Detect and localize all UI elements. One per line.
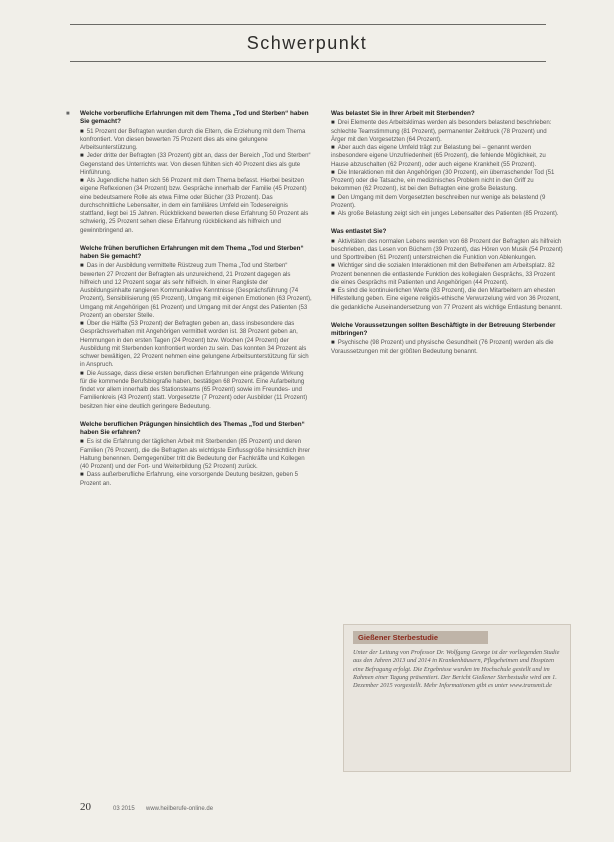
- bullet-paragraph: [331, 119, 563, 144]
- article-section: [331, 110, 563, 218]
- header-rule-bottom: [70, 61, 546, 62]
- bullet-paragraph: [80, 438, 312, 471]
- bullet-paragraph: [80, 128, 312, 153]
- paragraph-text: 51 Prozent der Befragten wurden durch die Eltern, die Erziehung mit dem Thema konfrontiert. Von diesen bewerten 75 Prozent dies als eine gelungene Arbeitsunterstützung.: [80, 127, 306, 151]
- bullet-icon: ■: [80, 177, 84, 184]
- paragraph-text: Als große Belastung zeigt sich ein junges Lebensalter des Patienten (85 Prozent).: [337, 210, 559, 217]
- section-question: Welche Voraussetzungen sollten Beschäftigte in der Betreuung Sterbender mitbringen?: [331, 321, 556, 337]
- question-marker-icon: ■: [66, 111, 70, 117]
- bullet-paragraph: [80, 262, 312, 320]
- bullet-paragraph: [80, 152, 312, 177]
- right-column: [331, 110, 563, 366]
- paragraph-text: Aber auch das eigene Umfeld trägt zur Belastung bei – genannt werden insbesondere eigene Unzufriedenheit (65 Prozent), die fehlende Möglichkeit, zu Hause abzuschalten (62 Prozent), oder auch eigene Krankheit (55 Prozent).: [331, 144, 546, 168]
- bullet-paragraph: [80, 370, 312, 411]
- bullet-icon: ■: [80, 438, 84, 446]
- paragraph-text: Jeder dritte der Befragten (33 Prozent) gibt an, dass der Bereich „Tod und Sterben“ Gegenstand des Unterrichts war. Von diesen fühlten sich 40 Prozent dies als gute Hinführung.: [80, 152, 311, 176]
- left-column: [80, 110, 312, 498]
- bullet-icon: ■: [80, 262, 84, 270]
- article-section: [80, 110, 312, 235]
- section-title: Schwerpunkt: [246, 33, 368, 53]
- paragraph-text: Über die Hälfte (53 Prozent) der Befragten geben an, dass insbesondere das Gesprächsverhalten mit Angehörigen vermittelt worden ist. 38 Prozent geben an, Hemmungen in den ersten Tagen (24 Prozent) bzw. Wochen (24 Prozent) der Ausbildung mit Sterbenden konfrontiert worden zu sein. Das konnten 34 Prozent als schwer bewältigen, 22 Prozent nehmen eine gelungene Arbeitsunterstützung für sich in Anspruch.: [80, 320, 309, 369]
- section-question: Welche beruflichen Prägungen hinsichtlich des Themas „Tod und Sterben“ haben Sie erfahren?: [80, 420, 305, 436]
- paragraph-text: Es sind die kontinuierlichen Werte (83 Prozent), die den Mitarbeitern am ehesten Hilfestellung geben. Eine eigene religiös-ethische Verwurzelung wird von 36 Prozent, die gedankliche Auseinandersetzung von 77 Prozent als wichtige Entlastung benannt.: [331, 287, 563, 311]
- bullet-icon: ■: [331, 262, 335, 270]
- article-section: [331, 322, 563, 356]
- section-question: Was belastet Sie in Ihrer Arbeit mit Sterbenden?: [331, 110, 475, 117]
- bullet-icon: ■: [80, 471, 84, 479]
- page-number: 20: [80, 801, 91, 813]
- header-rule-top: [70, 24, 546, 25]
- bullet-icon: ■: [331, 210, 335, 217]
- bullet-icon: ■: [80, 127, 84, 135]
- bullet-paragraph: [80, 471, 312, 488]
- bullet-icon: ■: [331, 193, 335, 201]
- bullet-icon: ■: [80, 320, 84, 327]
- paragraph-text: Aktivitäten des normalen Lebens werden von 68 Prozent der Befragten als hilfreich beschrieben, das Lesen von Büchern (39 Prozent), das Hören von Musik (54 Prozent) und Sporttreiben (61 Prozent) unterstreichen die Funktion von Ablenkungen.: [331, 237, 563, 261]
- paragraph-text: Den Umgang mit dem Vorgesetzten beschreiben nur wenige als belastend (9 Prozent).: [331, 193, 546, 209]
- bullet-icon: ■: [80, 369, 84, 377]
- section-question: Was entlastet Sie?: [331, 228, 387, 236]
- bullet-paragraph: [331, 287, 563, 312]
- bullet-paragraph: [331, 238, 563, 263]
- bullet-icon: ■: [331, 119, 335, 127]
- issue-label: 03 2015: [113, 806, 135, 812]
- bullet-paragraph: [331, 339, 563, 356]
- bullet-paragraph: [331, 262, 563, 287]
- bullet-paragraph: [331, 194, 563, 211]
- bullet-paragraph: [80, 177, 312, 235]
- paragraph-text: Als Jugendliche hatten sich 56 Prozent mit dem Thema befasst. Hierbei besitzen eigene Reflexionen (34 Prozent) bzw. Gespräche innerhalb der Familie (45 Prozent) eine bedeutsamere Rolle als etwa Filme oder Bücher (33 Prozent). Das durchschnittliche Lebensalter, in dem ein familiäres Umfeld ein Todesereignis stattfand, liegt bei 15 Jahren. Rückblickend bewerten diese Erfahrung 50 Prozent als schwierig, 25 Prozent sehen diese Erfahrung rückblickend als hilfreich und gewinnbringend an.: [80, 177, 309, 234]
- article-section: [331, 228, 563, 312]
- paragraph-text: Drei Elemente des Arbeitsklimas werden als besonders belastend beschrieben: schlechte Teamstimmung (81 Prozent), permanenter Zeitdruck (78 Prozent) und Ärger mit den Vorgesetzten (64 Prozent).: [331, 119, 552, 143]
- paragraph-text: Die Aussage, dass diese ersten beruflichen Erfahrungen eine prägende Wirkung für die kommende Berufsbiografie haben, bestätigen 68 Prozent. Eine Aufarbeitung findet vor allem innerhalb des Stationsteams (65 Prozent) sowie im Freundes- und Familienkreis (43 Prozent) statt. Vorgesetzte (7 Prozent) oder Ausbilder (11 Prozent) besitzen hier eine deutlich geringere Bedeutung.: [80, 369, 308, 410]
- bullet-paragraph: [80, 320, 312, 370]
- footer-url: www.heilberufe-online.de: [146, 806, 214, 812]
- bullet-icon: ■: [331, 339, 335, 347]
- article-section: [80, 421, 312, 488]
- bullet-paragraph: [331, 144, 563, 169]
- paragraph-text: Dass außerberufliche Erfahrung, eine vorsorgende Deutung besitzen, geben 5 Prozent an.: [80, 471, 299, 487]
- sidebar-box-body: Unter der Leitung von Professor Dr. Wolfgang George ist der vorliegenden Studie aus den Jahren 2013 und 2014 in Krankenhäusern, Pflegeheimen und Hospizen eine Befragung erfolgt. Die Ergebnisse wurden im Hochschule gestellt und im Rahmen einer Tagung präsentiert. Der Bericht Gießener Sterbestudie wird am 1. Dezember 2015 vorgestellt. Mehr Informationen gibt es unter www.transmit.de: [353, 649, 560, 690]
- bullet-icon: ■: [331, 168, 335, 176]
- section-question: Welche frühen beruflichen Erfahrungen mit dem Thema „Tod und Sterben“ haben Sie gemacht?: [80, 244, 304, 260]
- paragraph-text: Es ist die Erfahrung der täglichen Arbeit mit Sterbenden (85 Prozent) und deren Familien (76 Prozent), die die Befragten als wichtigste Einflussgröße hinsichtlich ihrer Haltung benennen. Demgegenüber tritt die Bedeutung der Fachkräfte und Kollegen (40 Prozent) und der Fort- und Weiterbildung (52 Prozent) zurück.: [80, 438, 310, 470]
- paragraph-text: Wichtiger sind die sozialen Interaktionen mit den Befreifenen am Arbeitsplatz. 82 Prozent benennen die entlastende Funktion des kollegialen Gesprächs, 33 Prozent die eines Gesprächs mit Patienten und Angehörigen (44 Prozent).: [331, 262, 555, 286]
- paragraph-text: Psychische (98 Prozent) und physische Gesundheit (76 Prozent) werden als die Voraussetzungen mit der größten Bedeutung benannt.: [331, 339, 554, 355]
- sidebar-box: [343, 624, 571, 772]
- page-header: [0, 0, 614, 66]
- paragraph-text: Das in der Ausbildung vermittelte Rüstzeug zum Thema „Tod und Sterben“ bewerten 27 Prozent der Befragten als unzureichend, 21 Prozent dagegen als hilfreich und 12 Prozent sogar als sehr hilfreich. In einer Rangliste der Ausbildungsinhalte rangieren Kommunikative Kenntnisse (Gesprächsführung (74 Prozent), Sensibilisierung (65 Prozent), Umgang mit eigenen Emotionen (63 Prozent), Umgang mit Angehörigen (61 Prozent) und Umgang mit der Angst des Patienten (53 Prozent) an oberster Stelle.: [80, 262, 312, 319]
- bullet-paragraph: [331, 169, 563, 194]
- bullet-icon: ■: [331, 144, 335, 151]
- bullet-paragraph: [331, 210, 563, 218]
- section-question: Welche vorberufliche Erfahrungen mit dem Thema „Tod und Sterben“ haben Sie gemacht?: [80, 110, 309, 126]
- paragraph-text: Die Interaktionen mit den Angehörigen (30 Prozent), ein überraschender Tod (51 Prozent) oder die Tatsache, ein medizinisches Problem nicht in den Griff zu bekommen (62 Prozent), ist bei den Befragten eine große Belastung.: [331, 168, 555, 193]
- bullet-icon: ■: [331, 287, 335, 294]
- bullet-icon: ■: [80, 152, 84, 160]
- bullet-icon: ■: [331, 237, 335, 245]
- article-section: [80, 245, 312, 411]
- sidebar-box-heading: Gießener Sterbestudie: [353, 631, 488, 644]
